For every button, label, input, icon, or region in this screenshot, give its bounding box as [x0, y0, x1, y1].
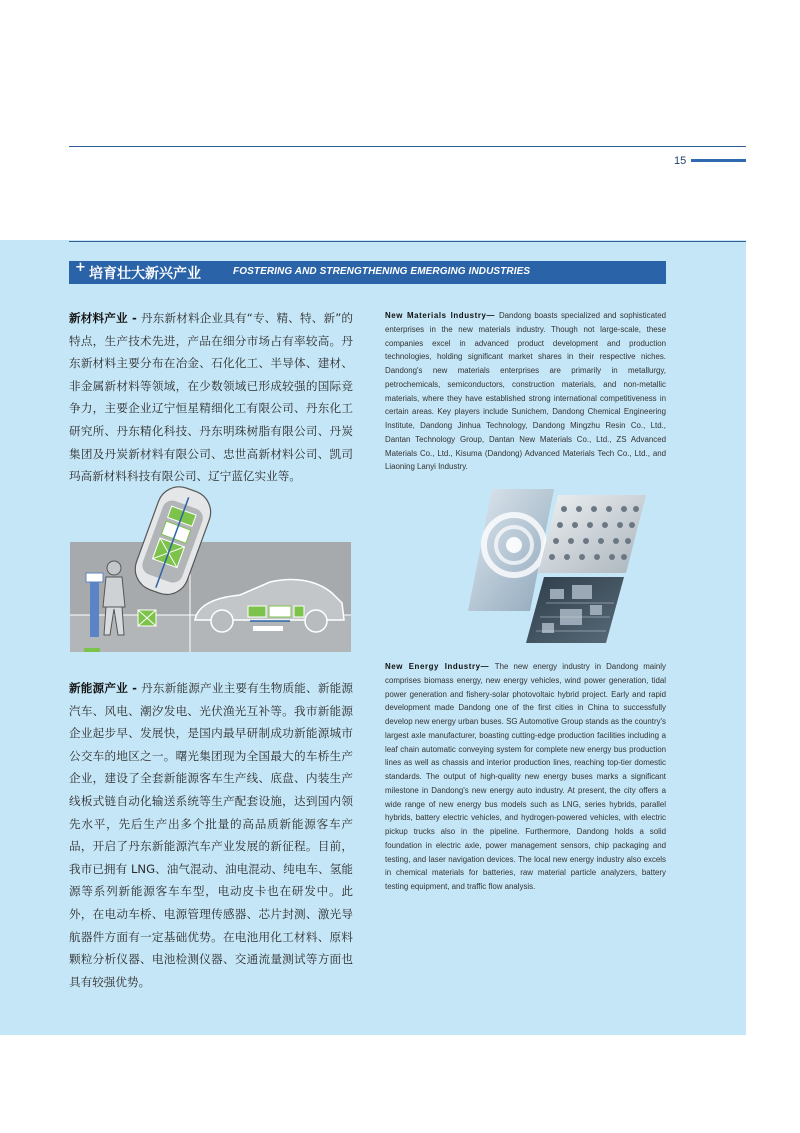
materials-collage [464, 485, 674, 645]
plus-icon: + [75, 260, 86, 275]
section-title-en: FOSTERING AND STRENGTHENING EMERGING INDUSTRIES [233, 266, 531, 277]
page-number: 15 [674, 155, 687, 167]
ev-charging-illustration [70, 485, 351, 655]
energy-body-zh: 丹东新能源产业主要有生物质能、新能源汽车、风电、潮汐发电、光伏渔光互补等。我市新能源企业起步早、发展快，是国内最早研制成功新能源城市公交车的地区之一。曙光集团现为全国最大的车桥生产企业，建设了全套新能源客车生产线、底盘、内装生产线板式链自动化输送系统等生产配套设施，达到国内领先水平，先后生产出多个批量的高品质新能源客车产品，开启了丹东新能源汽车产业发展的新征程。目前，我市已拥有 LNG、油气混动、油电混动、纯电车、氢能源等系列新能源客车车型，电动皮卡也在研发中。此外，在电动车桥、电源管理传感器、芯片封测、激光导航器件方面有一定基础优势。在电池用化工材料、原料颗粒分析仪器、电池检测仪器、交通流量测试等方面也具有较强优势。 [69, 681, 353, 989]
section-title-zh: 培育壮大新兴产业 [89, 266, 201, 282]
materials-body-zh: 丹东新材料企业具有“专、精、特、新”的特点，生产技术先进，产品在细分市场占有率较高。丹东新材料主要分布在冶金、石化化工、半导体、建材、非金属新材料等领域，在少数领域已形成较强的国际竞争力，主要企业辽宁恒星精细化工有限公司、丹东化工研究所、丹东精化科技、丹东明珠树脂有限公司、丹炭集团及丹炭新材料有限公司、忠世高新材料公司、凯司玛高新材料科技有限公司、辽宁蓝亿实业等。 [69, 311, 353, 484]
page-number-bar [691, 159, 746, 162]
materials-lead-zh: 新材料产业 - [69, 311, 141, 325]
materials-paragraph-en [385, 309, 666, 474]
energy-paragraph-zh [69, 677, 353, 993]
energy-lead-zh: 新能源产业 - [69, 681, 142, 695]
materials-body-en: Dandong boasts specialized and sophisticated enterprises in the new materials industry. Though not large-scale, these companies excel in advanced product development and production technologies, holding significant market shares in their respective niches. Dandong's new materials enterprises are primarily in metallurgy, petrochemicals, semiconductors, construction materials, and non-metallic materials, where they have established strong international competitiveness in certain areas. Key players include Sunichem, Dandong Chemical Engineering Institute, Dandong Jinhua Technology, Dandong Mingzhu Resin Co., Ltd., Dantan Technology Group, Dantan New Materials Co., Ltd., ZS Advanced Materials Co., Ltd., Kisuma (Dandong) Advanced Materials Tech Co., Ltd., and Liaoning Lanyi Industry. [385, 311, 666, 472]
panel-top-rule [69, 241, 746, 242]
materials-paragraph-zh [69, 307, 353, 488]
energy-lead-en: New Energy Industry— [385, 662, 495, 671]
section-banner [69, 261, 666, 284]
materials-lead-en: New Materials Industry— [385, 311, 499, 320]
header-rule [69, 146, 746, 147]
energy-paragraph-en [385, 660, 666, 894]
energy-body-en: The new energy industry in Dandong mainly comprises biomass energy, new energy vehicles, wind power generation, tidal power generation and fishery-solar photovoltaic hybrid project. Early and rapid development made Dandong one of the first cities in China to successfully develop new energy urban buses. SG Automotive Group stands as the country's largest axle manufacturer, boasting cutting-edge production facilities including a leaf chain automatic conveying system for complete new energy bus production lines as well as chassis and interior production lines, reaching top-tier domestic standards. The output of high-quality new energy buses marks a significant milestone in Dandong's new energy auto industry. At present, the city offers a wide range of new energy bus models such as LNG, series hybrids, parallel hybrids, battery electric vehicles, and hydrogen-powered vehicles, with electric pickup trucks also in the pipeline. Furthermore, Dandong holds a solid foundation in electric axle, power management sensors, chip packaging and testing, and laser navigation devices. The local new energy industry also excels in chemical materials for batteries, raw material particle analyzers, battery testing equipment, and traffic flow analysis. [385, 662, 666, 891]
